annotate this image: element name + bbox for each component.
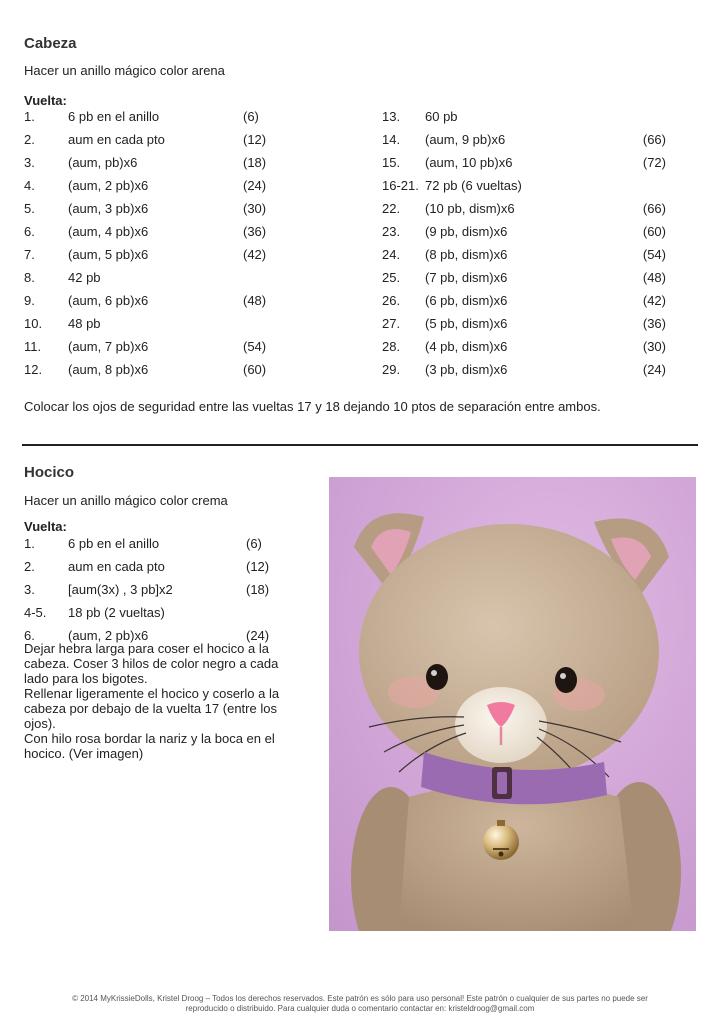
round-t: (8 pb, dism)x6 xyxy=(425,247,508,262)
round-t: (9 pb, dism)x6 xyxy=(425,224,508,239)
footer-copyright xyxy=(20,994,700,1014)
round-c: (66) xyxy=(642,201,666,216)
section-title-cabeza: Cabeza xyxy=(24,35,77,52)
round-t: (aum, 2 pb)x6 xyxy=(68,628,149,643)
round-c: (24) xyxy=(642,362,666,377)
round-n: 15. xyxy=(382,155,401,170)
round-t: (aum, 10 pb)x6 xyxy=(425,155,513,170)
round-c: (12) xyxy=(243,132,267,147)
footer-line-1: © 2014 MyKrissieDolls, Kristel Droog – Todos los derechos reservados. Este patrón es sólo para uso personal! Este patrón o cualquier de sus partes no puede ser xyxy=(72,994,648,1003)
round-n: 27. xyxy=(382,316,401,331)
round-t: (10 pb, dism)x6 xyxy=(425,201,515,216)
round-n: 29. xyxy=(382,362,401,377)
round-n: 3. xyxy=(24,582,35,597)
round-n: 22. xyxy=(382,201,401,216)
round-t: 18 pb (2 vueltas) xyxy=(68,605,165,620)
round-t: (aum, 7 pb)x6 xyxy=(68,339,149,354)
round-c: (30) xyxy=(642,339,666,354)
round-t: (aum, 2 pb)x6 xyxy=(68,178,149,193)
round-t: 48 pb xyxy=(68,316,101,331)
round-c: (24) xyxy=(246,628,270,643)
round-c: (66) xyxy=(642,132,666,147)
round-t: (6 pb, dism)x6 xyxy=(425,293,508,308)
round-n: 6. xyxy=(24,628,35,643)
round-t: 6 pb en el anillo xyxy=(68,536,160,551)
round-n: 23. xyxy=(382,224,401,239)
round-c: (60) xyxy=(642,224,666,239)
round-n: 13. xyxy=(382,109,401,124)
round-c: (60) xyxy=(243,362,267,377)
round-c: (42) xyxy=(243,247,267,262)
round-t: aum en cada pto xyxy=(68,132,165,147)
round-t: (aum, 9 pb)x6 xyxy=(425,132,506,147)
round-n: 9. xyxy=(24,293,35,308)
round-n: 25. xyxy=(382,270,401,285)
round-t: (aum, pb)x6 xyxy=(68,155,138,170)
round-c: (36) xyxy=(642,316,666,331)
round-n: 1. xyxy=(24,536,35,551)
round-t: 60 pb xyxy=(425,109,458,124)
round-t: (aum, 6 pb)x6 xyxy=(68,293,149,308)
round-t: (5 pb, dism)x6 xyxy=(425,316,508,331)
round-t: 6 pb en el anillo xyxy=(68,109,160,124)
round-n: 2. xyxy=(24,132,35,147)
section-divider xyxy=(22,444,698,446)
cat-photo xyxy=(329,477,696,931)
round-t: [aum(3x) , 3 pb]x2 xyxy=(68,582,173,597)
round-c: (30) xyxy=(243,201,267,216)
round-t: (3 pb, dism)x6 xyxy=(425,362,508,377)
round-n: 1. xyxy=(24,109,35,124)
round-n: 24. xyxy=(382,247,401,262)
round-c: (48) xyxy=(642,270,666,285)
round-n: 16-21. xyxy=(382,178,419,193)
footer-line-2: reproducido o distribuido. Para cualquier duda o comentario contactar en: kristeldroog@gmail.com xyxy=(185,1004,535,1013)
round-n: 8. xyxy=(24,270,35,285)
round-n: 4. xyxy=(24,178,35,193)
round-n: 10. xyxy=(24,316,43,331)
hocico-intro: Hacer un anillo mágico color crema xyxy=(24,493,228,508)
round-c: (54) xyxy=(243,339,267,354)
round-c: (6) xyxy=(246,536,262,551)
hocico-instructions: Dejar hebra larga para coser el hocico a la cabeza. Coser 3 hilos de color negro a cada lado para los bigotes. Rellenar ligeramente el hocico y coserlo a la cabeza por debajo de la vuelta 17 (entre los ojos). Con hilo rosa bordar la nariz y la boca en el hocico. (Ver imagen) xyxy=(24,641,280,761)
round-n: 5. xyxy=(24,201,35,216)
round-n: 2. xyxy=(24,559,35,574)
round-c: (6) xyxy=(243,109,259,124)
round-t: aum en cada pto xyxy=(68,559,165,574)
section-title-hocico: Hocico xyxy=(24,464,75,481)
hocico-vuelta-label: Vuelta: xyxy=(24,519,67,534)
round-t: (4 pb, dism)x6 xyxy=(425,339,508,354)
round-c: (24) xyxy=(243,178,267,193)
round-n: 6. xyxy=(24,224,35,239)
round-c: (42) xyxy=(642,293,666,308)
cabeza-vuelta-label: Vuelta: xyxy=(24,93,67,108)
round-c: (18) xyxy=(243,155,267,170)
round-t: (aum, 3 pb)x6 xyxy=(68,201,149,216)
round-n: 4-5. xyxy=(24,605,47,620)
round-t: 42 pb xyxy=(68,270,101,285)
round-c: (48) xyxy=(243,293,267,308)
round-n: 11. xyxy=(24,339,42,354)
cabeza-intro: Hacer un anillo mágico color arena xyxy=(24,63,225,78)
round-t: (7 pb, dism)x6 xyxy=(425,270,508,285)
cabeza-eyes-note: Colocar los ojos de seguridad entre las vueltas 17 y 18 dejando 10 ptos de separación entre ambos. xyxy=(24,399,601,414)
round-t: (aum, 5 pb)x6 xyxy=(68,247,149,262)
round-t: 72 pb (6 vueltas) xyxy=(425,178,522,193)
round-n: 26. xyxy=(382,293,401,308)
round-c: (12) xyxy=(246,559,270,574)
round-c: (18) xyxy=(246,582,270,597)
round-t: (aum, 4 pb)x6 xyxy=(68,224,149,239)
round-c: (72) xyxy=(642,155,666,170)
round-n: 14. xyxy=(382,132,401,147)
round-c: (54) xyxy=(642,247,666,262)
round-n: 28. xyxy=(382,339,401,354)
round-c: (36) xyxy=(243,224,267,239)
round-t: (aum, 8 pb)x6 xyxy=(68,362,149,377)
round-n: 12. xyxy=(24,362,43,377)
round-n: 3. xyxy=(24,155,35,170)
round-n: 7. xyxy=(24,247,35,262)
